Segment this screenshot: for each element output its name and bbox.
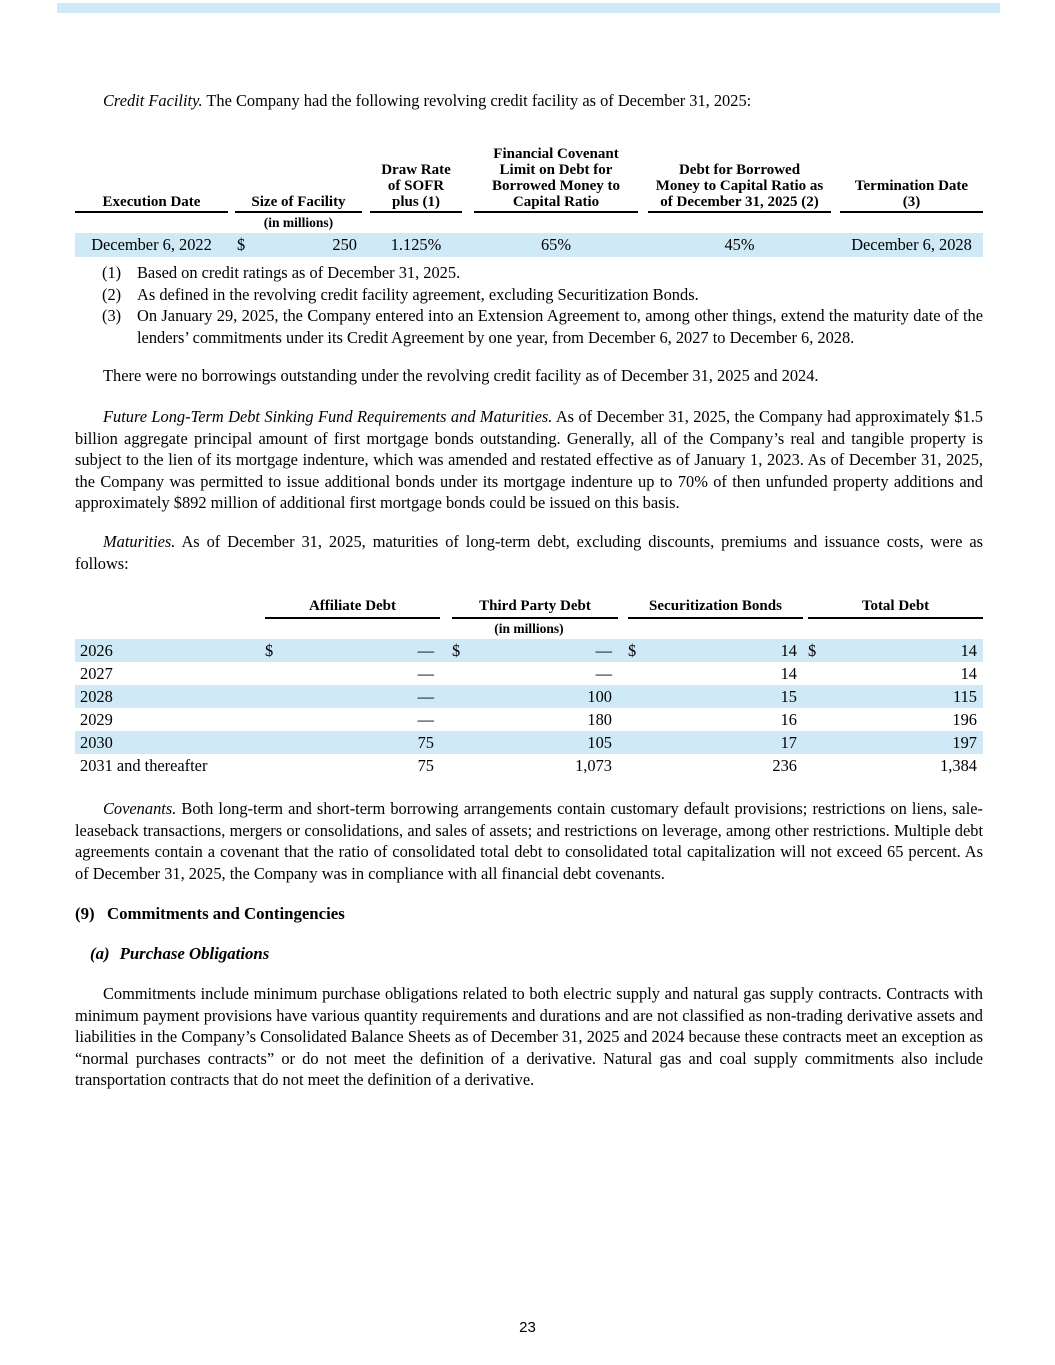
maturities-paragraph xyxy=(75,531,983,574)
col-header-size-of-facility: Size of Facility xyxy=(235,194,362,213)
credit-table-header-row xyxy=(75,146,983,213)
col-header-execution-date: Execution Date xyxy=(75,194,228,213)
credit-table-data-row xyxy=(75,233,983,257)
footnote-1: (1) Based on credit ratings as of December 31, 2025. xyxy=(102,263,461,282)
footnotes xyxy=(75,262,983,348)
termination-date-value: December 6, 2028 xyxy=(851,235,972,254)
table-row-2027: 2027 — — 14 14 xyxy=(80,664,977,683)
credit-facility-paragraph xyxy=(75,90,983,112)
dollar-sign: $ xyxy=(237,235,246,254)
col-header-draw-rate: Draw Rate of SOFR plus (1) xyxy=(370,162,462,213)
footnote-2: (2) As defined in the revolving credit facility agreement, excluding Securitization Bonds. xyxy=(102,284,699,304)
subsection-heading-purchase-obligations xyxy=(90,943,269,965)
in-millions-label: (in millions) xyxy=(263,215,334,231)
subsection-letter: (a) xyxy=(90,944,110,963)
col-header-termination-date: Termination Date (3) xyxy=(840,178,983,213)
credit-facility-table xyxy=(75,146,983,257)
section-title: Commitments and Contingencies xyxy=(107,904,345,923)
covenants-paragraph xyxy=(75,798,983,884)
debt-ratio-value: 45% xyxy=(724,235,755,254)
col-header-total-debt: Total Debt xyxy=(808,596,983,619)
future-debt-text: As of December 31, 2025, the Company had approximately $1.5 billion aggregate principal amount of first mortgage bonds outstanding. Generally, all of the Company’s real and tangible property is subject to the lien of its mortgage indenture, which was amended and restated effective as of January 1, 2023. As of December 31, 2025, the Company was permitted to issue additional bonds under its mortgage indenture up to 70% of then unfunded property additions and approximately $892 million of additional first mortgage bonds could be issued on this basis. xyxy=(75,407,983,513)
credit-facility-text: The Company had the following revolving credit facility as of December 31, 2025: xyxy=(206,91,752,110)
maturities-table xyxy=(75,596,983,777)
maturities-header-row xyxy=(75,596,983,619)
page-number: 23 xyxy=(519,1319,536,1336)
table-row-2029: 2029 — 180 16 196 xyxy=(80,710,977,729)
table-row-2030: 2030 75 105 17 197 xyxy=(75,731,983,754)
table-row-2031-and-thereafter: 2031 and thereafter 75 1,073 236 1,384 xyxy=(80,756,977,775)
maturities-text: As of December 31, 2025, maturities of long-term debt, excluding discounts, premiums and issuance costs, were as follows: xyxy=(75,532,983,573)
size-of-facility-value: $ 250 xyxy=(235,233,362,257)
col-header-affiliate-debt: Affiliate Debt xyxy=(265,596,440,619)
col-header-debt-ratio: Debt for Borrowed Money to Capital Ratio as of December 31, 2025 (2) xyxy=(648,162,831,213)
subsection-title: Purchase Obligations xyxy=(119,944,270,963)
purchase-obligations-paragraph: Commitments include minimum purchase obligations related to both electric supply and natural gas supply contracts. Contracts with minimum payment provisions have various quantity requirements and durations and are not classified as non-trading derivative assets and liabilities in the Company’s Consolidated Balance Sheets as of December 31, 2025 and 2024 because these contracts meet an exception as “normal purchases contracts” or do not meet the definition of a derivative. Natural gas and coal supply commitments also include transportation contracts that do not meet the definition of a derivative. xyxy=(75,984,983,1090)
covenants-text: Both long-term and short-term borrowing arrangements contain customary default provisions; restrictions on liens, sale-leaseback transactions, mergers or consolidations, and sales of assets; and restrictions on leverage, among other restrictions. Multiple debt agreements contain a covenant that the ratio of consolidated total debt to consolidated total capitalization will not exceed 65 percent. As of December 31, 2025, the Company was in compliance with all financial debt covenants. xyxy=(75,799,983,883)
dollar-sign: $ xyxy=(452,641,461,660)
section-number: (9) xyxy=(75,904,95,923)
covenants-lead: Covenants. xyxy=(103,799,177,818)
table-row-2026: 2026 $ — $ — $ 14 $ 14 xyxy=(75,639,983,662)
section-heading-commitments xyxy=(75,903,345,925)
future-debt-lead: Future Long-Term Debt Sinking Fund Requirements and Maturities. xyxy=(103,407,553,426)
table-row-2028: 2028 — 100 15 115 xyxy=(75,685,983,708)
draw-rate-value: 1.125% xyxy=(390,235,442,254)
maturities-units-row: (in millions) xyxy=(494,621,564,636)
future-debt-paragraph xyxy=(75,406,983,514)
footnote-3: (3) On January 29, 2025, the Company entered into an Extension Agreement to, among other things, extend the maturity date of the lenders’ commitments under its Credit Agreement by one year, from December 6, 2027 to December 6, 2028. xyxy=(102,306,983,347)
dollar-sign: $ xyxy=(808,641,817,660)
covenant-limit-value: 65% xyxy=(540,235,572,254)
col-header-third-party-debt: Third Party Debt xyxy=(452,596,618,619)
borrowings-paragraph: There were no borrowings outstanding under the revolving credit facility as of December 31, 2025 and 2024. xyxy=(103,366,819,385)
col-header-covenant-limit: Financial Covenant Limit on Debt for Borrowed Money to Capital Ratio xyxy=(474,146,638,213)
execution-date-value: December 6, 2022 xyxy=(91,235,212,254)
credit-table-units-row xyxy=(75,213,983,233)
maturities-lead: Maturities. xyxy=(103,532,176,551)
col-header-securitization-bonds: Securitization Bonds xyxy=(628,596,803,619)
credit-facility-lead: Credit Facility. xyxy=(103,91,203,110)
dollar-sign: $ xyxy=(265,641,274,660)
top-highlight-bar xyxy=(57,3,1000,13)
dollar-sign: $ xyxy=(628,641,637,660)
